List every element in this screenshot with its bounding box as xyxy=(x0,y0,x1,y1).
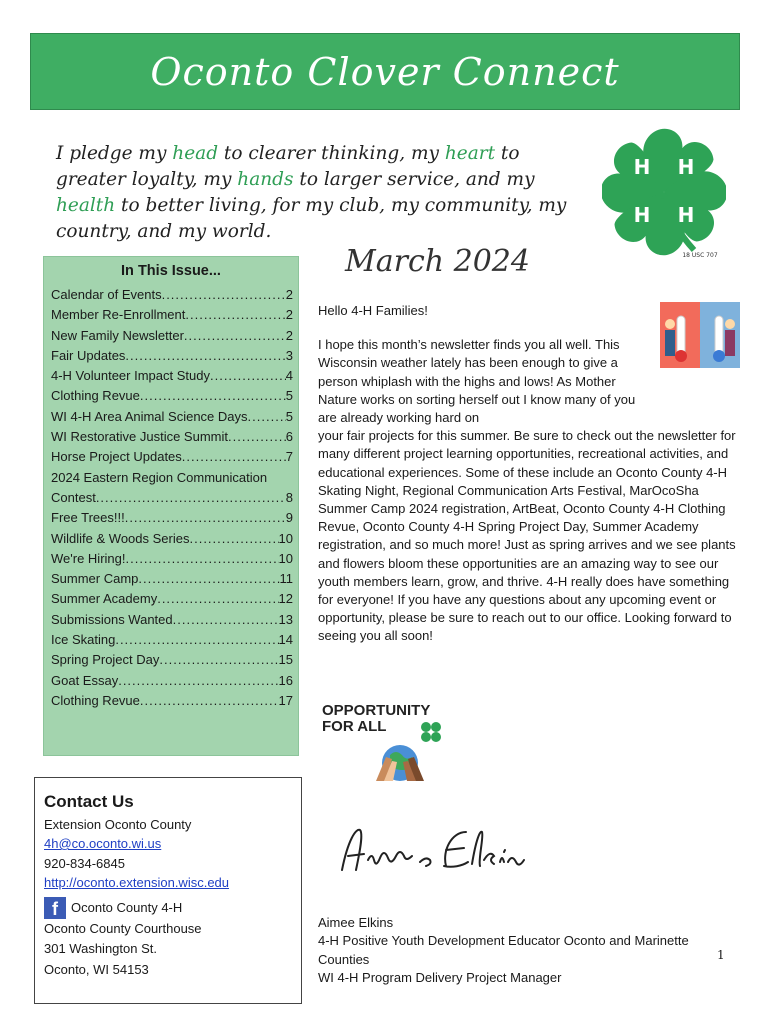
pledge-text: to clearer thinking, my xyxy=(218,143,445,164)
toc-item xyxy=(51,569,293,589)
facebook-page-name: Oconto County 4-H xyxy=(71,899,183,915)
sidebar-title: In This Issue... xyxy=(121,263,221,279)
contact-address-line: 301 Washington St. xyxy=(44,941,157,956)
toc-item xyxy=(51,589,293,609)
opportunity-for-all-graphic xyxy=(318,695,478,783)
handwritten-signature xyxy=(334,820,544,880)
contact-title: Contact Us xyxy=(44,792,134,811)
pledge-health: health xyxy=(56,195,116,216)
toc-item-label: 2024 Eastern Region Communication xyxy=(51,469,268,485)
pledge-text: to better living, for my club, my community, my country, and my world. xyxy=(56,195,567,242)
toc-item-page: 11 xyxy=(279,571,293,587)
svg-text:H: H xyxy=(677,203,695,227)
newsletter-title: Oconto Clover Connect xyxy=(150,49,620,94)
toc-leader xyxy=(138,569,279,589)
welcome-letter xyxy=(318,302,742,646)
contact-address-line: Oconto, WI 54153 xyxy=(44,961,149,977)
toc-item-page: 6 xyxy=(285,429,293,445)
toc-item-label: Spring Project Day xyxy=(51,652,160,668)
toc-item xyxy=(51,447,293,467)
signoff-title: 4-H Positive Youth Development Educator Oconto and Marinette Counties xyxy=(318,933,689,967)
svg-text:H: H xyxy=(633,155,651,179)
toc-item-label: Clothing Revue xyxy=(51,692,140,708)
pledge-heart: heart xyxy=(444,143,496,164)
svg-text:18 USC 707: 18 USC 707 xyxy=(682,252,718,259)
facebook-icon[interactable]: f xyxy=(44,897,66,919)
toc-item-page: 17 xyxy=(278,692,293,708)
toc-item xyxy=(51,366,293,386)
toc-leader xyxy=(159,650,278,670)
toc-item xyxy=(51,468,293,509)
toc-item-page: 2 xyxy=(285,327,293,343)
toc-leader xyxy=(140,691,279,711)
toc-leader xyxy=(173,610,279,630)
toc-item-page: 2 xyxy=(285,307,293,323)
toc-item-label: 4-H Volunteer Impact Study xyxy=(51,368,210,384)
toc-leader xyxy=(189,529,278,549)
toc-item-label: We're Hiring! xyxy=(51,550,126,566)
toc-item xyxy=(51,529,293,549)
toc-item-label: Summer Academy xyxy=(51,591,158,607)
issue-month: March 2024 xyxy=(345,244,530,279)
toc-item-label: New Family Newsletter xyxy=(51,327,184,343)
4-h-clover-icon xyxy=(602,126,726,260)
toc-item xyxy=(51,346,293,366)
toc-item-page: 3 xyxy=(285,347,293,363)
letter-greeting: Hello 4-H Families! xyxy=(318,303,428,318)
toc-item-page: 16 xyxy=(278,672,293,688)
table-of-contents xyxy=(51,285,298,711)
toc-item-label: Contest xyxy=(51,489,96,505)
facebook-row[interactable] xyxy=(44,897,292,919)
toc-leader xyxy=(125,508,286,528)
signoff-title: WI 4-H Program Delivery Project Manager xyxy=(318,969,562,985)
toc-item-label: WI 4-H Area Animal Science Days xyxy=(51,408,248,424)
toc-item-label: Ice Skating xyxy=(51,632,116,648)
toc-item-label: Member Re-Enrollment xyxy=(51,307,186,323)
contact-website-link[interactable]: http://oconto.extension.wisc.edu xyxy=(44,875,230,890)
toc-item xyxy=(51,630,293,650)
toc-item-label: Horse Project Updates xyxy=(51,449,182,465)
toc-item xyxy=(51,305,293,325)
toc-leader xyxy=(157,589,278,609)
toc-item xyxy=(51,610,293,630)
pledge-hands: hands xyxy=(237,169,294,190)
pledge-text: to larger service, and my xyxy=(293,169,535,190)
toc-leader xyxy=(118,671,278,691)
letter-paragraph-intro: I hope this month’s newsletter finds you all well. This Wisconsin weather lately has been enough to give a person whiplash with the highs and lows! As Mother Nature works on sorting herself out I know many of you are already working hard on xyxy=(318,337,636,426)
toc-leader xyxy=(140,386,286,406)
page-number: 1 xyxy=(717,948,725,962)
toc-leader xyxy=(185,305,285,325)
toc-item xyxy=(51,407,293,427)
toc-item xyxy=(51,285,293,305)
toc-item-label: WI Restorative Justice Summit xyxy=(51,429,228,445)
toc-item xyxy=(51,508,293,528)
toc-item-page: 7 xyxy=(285,449,293,465)
toc-item-page: 9 xyxy=(285,510,293,526)
toc-item-label: Submissions Wanted xyxy=(51,611,173,627)
toc-item xyxy=(51,386,293,406)
toc-item-label: Fair Updates xyxy=(51,347,126,363)
contact-org: Extension Oconto County xyxy=(44,816,192,832)
toc-item-page: 8 xyxy=(285,489,293,505)
toc-item-page: 13 xyxy=(278,611,293,627)
toc-item-label: Free Trees!!! xyxy=(51,510,125,526)
toc-leader xyxy=(96,488,286,508)
toc-item-page: 2 xyxy=(285,287,293,302)
toc-item-label: Clothing Revue xyxy=(51,388,140,404)
toc-item-label: Goat Essay xyxy=(51,672,119,688)
svg-text:FOR ALL: FOR ALL xyxy=(322,718,387,735)
signoff xyxy=(318,914,742,987)
toc-item-page: 4 xyxy=(285,368,293,384)
toc-item-page: 15 xyxy=(278,652,293,668)
signoff-name: Aimee Elkins xyxy=(318,915,394,930)
toc-item-page: 5 xyxy=(285,388,293,404)
pledge-head: head xyxy=(172,143,219,164)
toc-item xyxy=(51,691,293,711)
svg-text:H: H xyxy=(677,155,695,179)
toc-item-page: 14 xyxy=(278,632,293,648)
toc-leader xyxy=(210,366,286,386)
contact-email-link[interactable]: 4h@co.oconto.wi.us xyxy=(44,836,162,851)
contact-phone: 920-834-6845 xyxy=(44,855,125,871)
toc-item-page: 10 xyxy=(278,550,293,566)
toc-leader xyxy=(115,630,278,650)
contact-box xyxy=(34,777,302,1004)
toc-item-page: 12 xyxy=(278,591,293,607)
toc-item-page: 10 xyxy=(278,530,293,546)
toc-item xyxy=(51,549,293,569)
toc-item-label: Calendar of Events xyxy=(51,287,162,302)
toc-leader xyxy=(182,447,286,467)
svg-text:OPPORTUNITY: OPPORTUNITY xyxy=(322,702,431,719)
toc-item-label: Wildlife & Woods Series xyxy=(51,530,190,546)
toc-item xyxy=(51,427,293,447)
toc-item xyxy=(51,326,293,346)
toc-item-label: Summer Camp xyxy=(51,571,139,587)
toc-leader xyxy=(125,346,285,366)
toc-leader xyxy=(125,549,278,569)
toc-item xyxy=(51,671,293,691)
toc-leader xyxy=(228,427,286,447)
pledge-text: to greater loyalty, my xyxy=(56,143,520,190)
toc-leader xyxy=(248,407,286,427)
toc-leader xyxy=(184,326,286,346)
header-banner xyxy=(30,33,740,110)
svg-text:H: H xyxy=(633,203,651,227)
pledge-text: I pledge my xyxy=(56,143,173,164)
toc-item xyxy=(51,650,293,670)
letter-paragraph-main: your fair projects for this summer. Be sure to check out the newsletter for many different project learning opportunities, recreational activities, and educational experiences. Some of these include an Oconto County 4-H Skating Night, Regional Communication Arts Festival, MarOcoSha Summer Camp 2024 registration, ArtBeat, Oconto County 4-H Clothing Revue, Oconto County 4-H Spring Project Day, Summer Academy registration, and so much more! Just as spring arrives and we see plants and flowers bloom these opportunities are an amazing way to see our youth members learn, grow, and thrive. 4-H really does have something for everyone! If you have any questions about any upcoming event or opportunity, please be sure to reach out to our office. Looking forward to seeing you all soon! xyxy=(318,428,736,644)
4h-pledge xyxy=(56,141,586,245)
toc-leader xyxy=(162,285,286,305)
toc-item-page: 5 xyxy=(285,408,293,424)
in-this-issue-sidebar xyxy=(43,256,299,756)
contact-address-line: Oconto County Courthouse xyxy=(44,920,202,936)
